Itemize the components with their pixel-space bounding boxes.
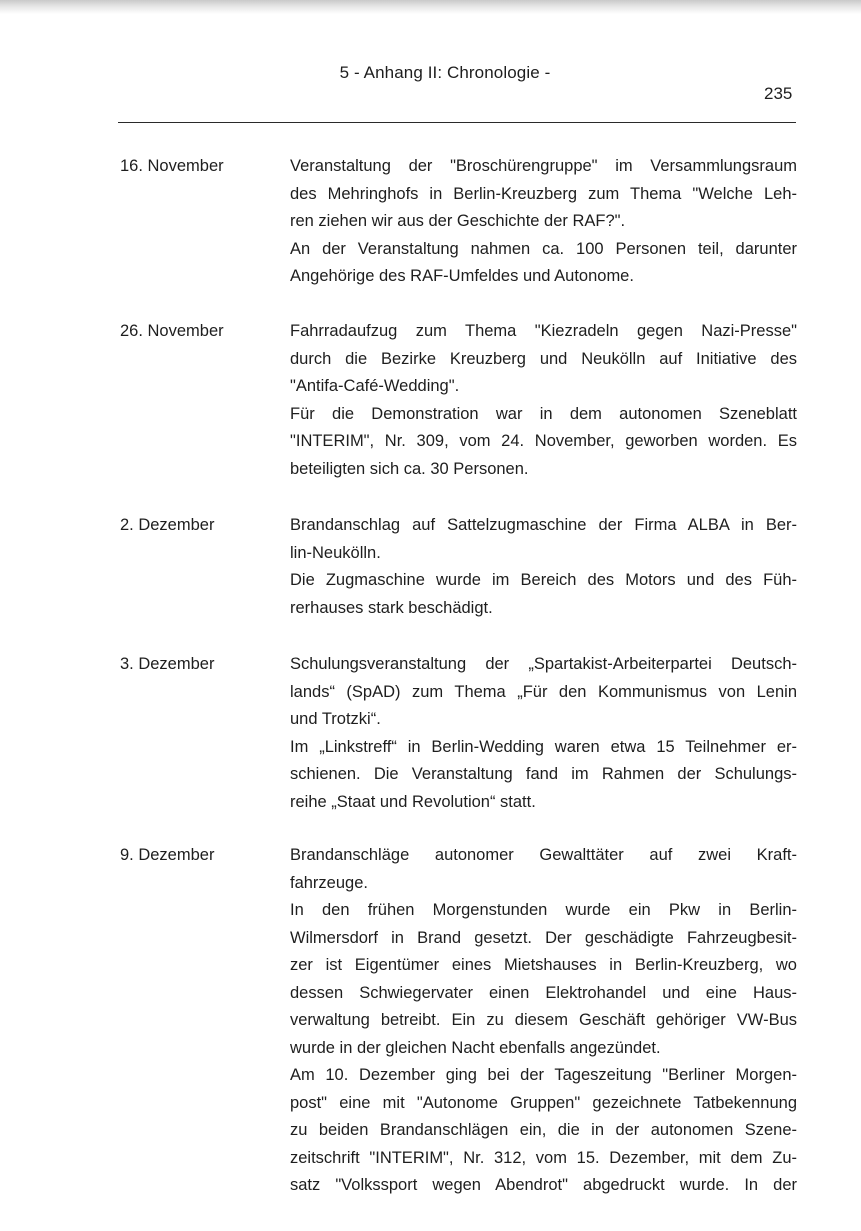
text-line: wurde in der gleichen Nacht ebenfalls angezündet. [290, 1038, 661, 1057]
page-number: 235 [764, 84, 793, 103]
text-line: Schulungsveranstaltung der „Spartakist-Arbeiterpartei Deutsch- [290, 655, 797, 673]
entry-text [290, 512, 797, 622]
text-line: Angehörige des RAF-Umfeldes und Autonome. [290, 267, 634, 285]
text-line: Die Zugmaschine wurde im Bereich des Motors und des Füh- [290, 571, 797, 589]
text-line: schienen. Die Veranstaltung fand im Rahmen der Schulungs- [290, 765, 797, 783]
running-header-title: 5 - Anhang II: Chronologie - [339, 63, 551, 82]
entry-text [290, 651, 797, 816]
text-line: durch die Bezirke Kreuzberg und Neukölln auf Initiative des [290, 349, 797, 368]
text-line: Wilmersdorf in Brand gesetzt. Der geschädigte Fahrzeugbesit- [290, 928, 797, 947]
entry-text [290, 842, 797, 1200]
text-line: Brandanschlag auf Sattelzugmaschine der Firma ALBA in Ber- [290, 516, 797, 534]
entry-date: 3. Dezember [120, 655, 215, 673]
text-line: lin-Neukölln. [290, 543, 381, 562]
text-line: rerhauses stark beschädigt. [290, 598, 493, 617]
text-line: zer ist Eigentümer eines Mietshauses in Berlin-Kreuzberg, wo [290, 956, 797, 974]
text-line: Am 10. Dezember ging bei der Tageszeitung "Berliner Morgen- [290, 1066, 797, 1084]
text-line: Veranstaltung der "Broschürengruppe" im Versammlungsraum [290, 157, 797, 175]
text-line: Für die Demonstration war in dem autonomen Szeneblatt [290, 404, 797, 423]
text-line: verwaltung betreibt. Ein zu diesem Geschäft gehöriger VW-Bus [290, 1011, 797, 1029]
text-line: "Antifa-Café-Wedding". [290, 377, 460, 395]
text-line: zu beiden Brandanschlägen ein, die in der autonomen Szene- [290, 1121, 797, 1139]
text-line: reihe „Staat und Revolution“ statt. [290, 792, 536, 811]
entry-text [290, 318, 797, 483]
text-line: ren ziehen wir aus der Geschichte der RAF?". [290, 212, 626, 230]
text-line: und Trotzki“. [290, 710, 381, 728]
text-line: Fahrradaufzug zum Thema "Kiezradeln gegen Nazi-Presse" [290, 322, 797, 340]
entry-date: 16. November [120, 157, 224, 175]
entry-date: 2. Dezember [120, 516, 215, 534]
text-line: satz "Volkssport wegen Abendrot" abgedruckt wurde. In der [290, 1176, 797, 1194]
text-line: Brandanschläge autonomer Gewalttäter auf zwei Kraft- [290, 846, 797, 864]
scan-edge-shadow [0, 0, 861, 14]
text-line: beteiligten sich ca. 30 Personen. [290, 459, 529, 478]
text-line: In den frühen Morgenstunden wurde ein Pkw in Berlin- [290, 901, 797, 919]
text-line: "INTERIM", Nr. 309, vom 24. November, geworben worden. Es [290, 432, 797, 450]
text-line: zeitschrift "INTERIM", Nr. 312, vom 15. Dezember, mit dem Zu- [290, 1148, 797, 1167]
text-line: post" eine mit "Autonome Gruppen" gezeichnete Tatbekennung [290, 1093, 797, 1112]
entry-text [290, 153, 797, 291]
text-line: fahrzeuge. [290, 873, 368, 892]
entry-date: 9. Dezember [120, 846, 215, 864]
text-line: An der Veranstaltung nahmen ca. 100 Personen teil, darunter [290, 239, 797, 258]
text-line: Im „Linkstreff“ in Berlin-Wedding waren etwa 15 Teilnehmer er- [290, 737, 797, 756]
header-rule [118, 122, 796, 123]
text-line: lands“ (SpAD) zum Thema „Für den Kommunismus von Lenin [290, 682, 797, 701]
entry-date: 26. November [120, 322, 224, 340]
text-line: des Mehringhofs in Berlin-Kreuzberg zum Thema "Welche Leh- [290, 184, 797, 203]
text-line: dessen Schwiegervater einen Elektrohandel und eine Haus- [290, 983, 797, 1002]
